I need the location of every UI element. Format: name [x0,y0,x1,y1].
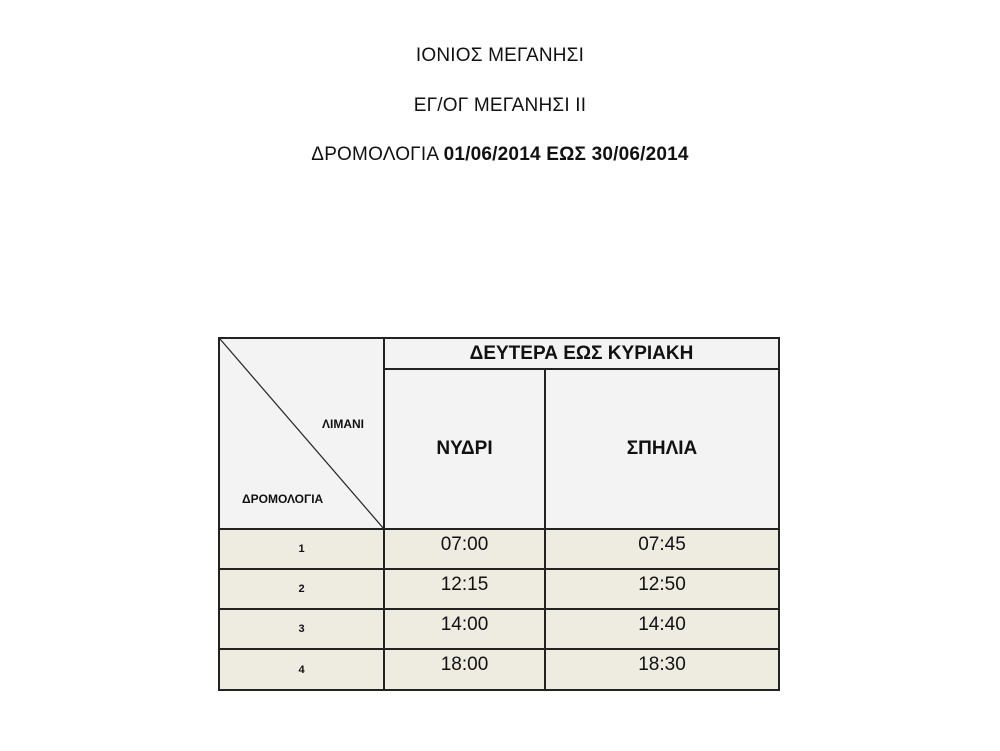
schedule-period: 01/06/2014 ΕΩΣ 30/06/2014 [443,144,689,165]
row-number-3: 3 [298,623,305,635]
time-nydri-1: 07:00 [440,534,489,555]
time-nydri-2: 12:15 [440,574,489,595]
row-number-4: 4 [298,663,305,676]
days-header: ΔΕΥΤΕΡΑ ΕΩΣ ΚΥΡΙΑΚΗ [469,342,694,364]
row-number-2: 2 [298,583,305,595]
time-nydri-4: 18:00 [440,654,489,675]
vessel-title: ΕΓ/ΟΓ ΜΕΓΑΝΗΣΙ ΙΙ [413,95,587,116]
time-spilia-1: 07:45 [638,534,686,555]
company-title: ΙΟΝΙΟΣ ΜΕΓΑΝΗΣΙ [415,45,585,66]
port-header-spilia: ΣΠΗΛΙΑ [626,438,698,459]
time-spilia-2: 12:50 [638,574,686,595]
timetable [218,337,780,691]
time-spilia-3: 14:40 [638,614,686,635]
port-header-nydri: ΝΥΔΡΙ [436,438,493,459]
time-nydri-3: 14:00 [440,614,489,635]
corner-route-label: ΔΡΟΜΟΛΟΓΙΑ [242,492,324,506]
corner-port-label: ΛΙΜΑΝΙ [322,417,364,431]
schedule-prefix: ΔΡΟΜΟΛΟΓΙΑ [311,144,439,165]
row-number-1: 1 [298,543,305,555]
schedule-title [0,144,1000,166]
time-spilia-4: 18:30 [638,654,686,675]
